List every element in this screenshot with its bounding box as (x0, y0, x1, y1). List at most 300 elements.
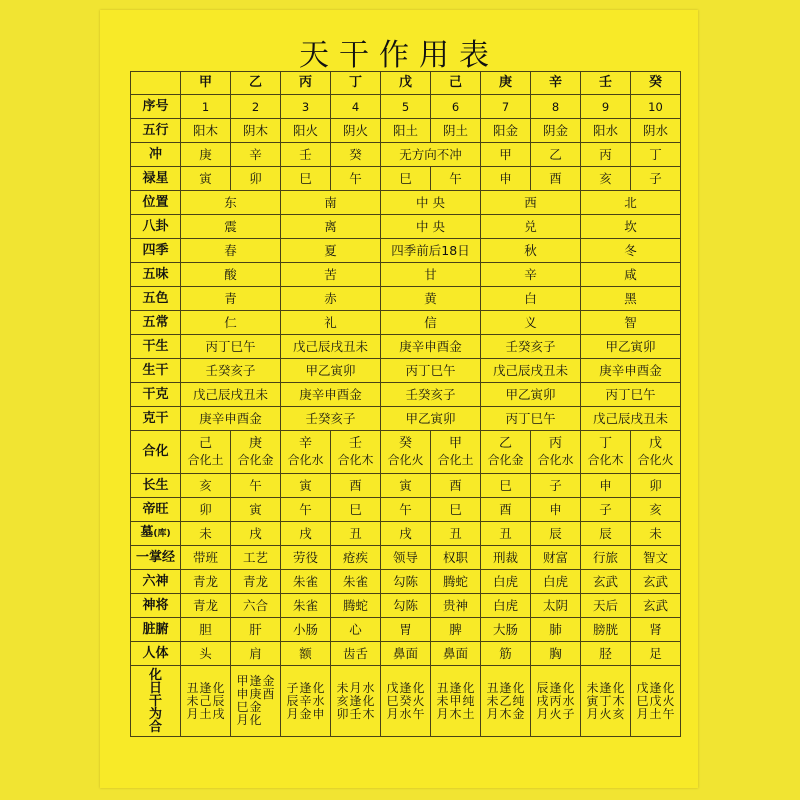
hehua-result: 合化土 (437, 453, 474, 467)
table-cell: 青龙 (231, 570, 281, 594)
table-cell: 南 (281, 191, 381, 215)
hehua-result: 合化土 (187, 453, 224, 467)
table-row (131, 119, 681, 143)
hehua-cell (581, 431, 631, 474)
table-cell: 午 (331, 167, 381, 191)
row-label-suffix: (库) (153, 529, 171, 539)
row-label: 干生 (131, 335, 181, 359)
table-cell: 庚辛申酉金 (381, 335, 481, 359)
table-cell: 6 (431, 95, 481, 119)
hehua-cell (331, 431, 381, 474)
table-cell: 酉 (331, 474, 381, 498)
huari-cell (631, 666, 681, 737)
table-cell: 震 (181, 215, 281, 239)
hehua-stem: 辛 (298, 436, 312, 451)
huari-cell (331, 666, 381, 737)
table-cell: 赤 (281, 287, 381, 311)
table-cell: 礼 (281, 311, 381, 335)
table-cell: 未 (181, 522, 231, 546)
table-cell: 信 (381, 311, 481, 335)
huari-text-column: 戊巳月 (636, 680, 649, 721)
table-row (131, 570, 681, 594)
table-cell: 巳 (481, 474, 531, 498)
huari-text-column: 逢戊土 (649, 680, 662, 721)
table-cell: 胫 (581, 642, 631, 666)
huari-text-column: 化纯金 (512, 680, 525, 721)
table-row (131, 335, 681, 359)
huari-text-column: 逢丁火 (599, 680, 612, 721)
header-cell: 甲 (181, 72, 231, 95)
table-cell: 膀胱 (581, 618, 631, 642)
table-cell: 小肠 (281, 618, 331, 642)
table-cell: 疮疾 (331, 546, 381, 570)
table-cell: 阴水 (631, 119, 681, 143)
table-cell: 未 (631, 522, 681, 546)
hehua-stem: 壬 (348, 436, 362, 451)
table-cell: 戊己辰戌丑未 (481, 359, 581, 383)
table-row (131, 383, 681, 407)
table-cell: 朱雀 (281, 594, 331, 618)
table-cell: 酉 (431, 474, 481, 498)
table-cell: 10 (631, 95, 681, 119)
table-cell: 戌 (381, 522, 431, 546)
hehua-cell (631, 431, 681, 474)
table-cell: 甲乙寅卯 (581, 335, 681, 359)
huari-cell (281, 666, 331, 737)
table-cell: 鼻面 (431, 642, 481, 666)
table-cell: 午 (281, 498, 331, 522)
table-cell: 胸 (531, 642, 581, 666)
table-cell: 午 (231, 474, 281, 498)
huari-text-column: 逢庚金化 (249, 674, 262, 727)
table-cell: 脾 (431, 618, 481, 642)
table-cell: 3 (281, 95, 331, 119)
row-label: 八卦 (131, 215, 181, 239)
table-cell: 勾陈 (381, 594, 431, 618)
table-cell: 坎 (581, 215, 681, 239)
table-cell: 丙丁巳午 (581, 383, 681, 407)
table-cell: 亥 (581, 167, 631, 191)
table-cell: 5 (381, 95, 431, 119)
header-cell: 壬 (581, 72, 631, 95)
huari-cell (581, 666, 631, 737)
row-label: 墓(库) (131, 522, 181, 546)
table-cell: 戌 (281, 522, 331, 546)
hehua-row (131, 431, 681, 474)
huari-text-column: 逢己土 (199, 680, 212, 721)
table-cell: 1 (181, 95, 231, 119)
table-cell: 申 (481, 167, 531, 191)
row-label: 四季 (131, 239, 181, 263)
table-cell: 丑 (331, 522, 381, 546)
header-cell: 庚 (481, 72, 531, 95)
table-row (131, 618, 681, 642)
table-cell: 秋 (481, 239, 581, 263)
huari-text-column: 化火午 (412, 680, 425, 721)
hehua-result: 合化金 (487, 453, 524, 467)
huari-text-column: 化纯土 (462, 680, 475, 721)
table-cell: 齿舌 (331, 642, 381, 666)
huari-cell (431, 666, 481, 737)
hehua-stem: 己 (198, 436, 212, 451)
table-cell: 足 (631, 642, 681, 666)
table-cell: 天后 (581, 594, 631, 618)
table-cell: 心 (331, 618, 381, 642)
huari-cell (381, 666, 431, 737)
hehua-stem: 戊 (648, 436, 662, 451)
table-row (131, 239, 681, 263)
table-cell: 白虎 (481, 570, 531, 594)
header-cell: 辛 (531, 72, 581, 95)
hehua-result: 合化水 (537, 453, 574, 467)
row-label: 生干 (131, 359, 181, 383)
table-cell: 头 (181, 642, 231, 666)
hehua-result: 合化木 (587, 453, 624, 467)
table-cell: 阳木 (181, 119, 231, 143)
table-cell: 壬癸亥子 (181, 359, 281, 383)
huari-text-column: 未亥卯 (336, 680, 349, 721)
table-cell: 卯 (181, 498, 231, 522)
table-cell: 大肠 (481, 618, 531, 642)
table-cell: 申 (531, 498, 581, 522)
table-cell: 寅 (231, 498, 281, 522)
table-cell: 子 (531, 474, 581, 498)
table-cell: 申 (581, 474, 631, 498)
huari-text-column: 化水申 (312, 680, 325, 721)
huari-row (131, 666, 681, 737)
table-cell: 甲乙寅卯 (481, 383, 581, 407)
table-cell: 权职 (431, 546, 481, 570)
huari-text-column: 化木亥 (612, 680, 625, 721)
header-cell: 乙 (231, 72, 281, 95)
table-cell: 巳 (331, 498, 381, 522)
table-cell: 丙 (581, 143, 631, 167)
table-cell: 夏 (281, 239, 381, 263)
table-cell: 贵神 (431, 594, 481, 618)
table-row (131, 642, 681, 666)
table-row (131, 263, 681, 287)
table-cell: 戊己辰戌丑未 (181, 383, 281, 407)
table-cell: 阴土 (431, 119, 481, 143)
table-cell: 义 (481, 311, 581, 335)
table-cell: 辛 (481, 263, 581, 287)
table-cell: 肝 (231, 618, 281, 642)
table-cell: 腾蛇 (431, 570, 481, 594)
row-label: 序号 (131, 95, 181, 119)
table-cell: 行旅 (581, 546, 631, 570)
table-cell: 卯 (631, 474, 681, 498)
table-cell: 财富 (531, 546, 581, 570)
table-cell: 咸 (581, 263, 681, 287)
huari-text-column: 金酉 (262, 674, 275, 701)
table-cell: 仁 (181, 311, 281, 335)
row-label: 五常 (131, 311, 181, 335)
table-row (131, 522, 681, 546)
table-cell: 东 (181, 191, 281, 215)
table-cell: 甘 (381, 263, 481, 287)
table-cell: 丑 (431, 522, 481, 546)
hehua-result: 合化金 (237, 453, 274, 467)
table-cell: 阳水 (581, 119, 631, 143)
table-cell: 胃 (381, 618, 431, 642)
huari-cell (231, 666, 281, 737)
hehua-result: 合化木 (337, 453, 374, 467)
table-row (131, 359, 681, 383)
table-cell: 中 央 (381, 191, 481, 215)
table-cell: 领导 (381, 546, 431, 570)
huari-text-column: 子辰月 (286, 680, 299, 721)
table-cell: 酉 (481, 498, 531, 522)
table-cell: 午 (431, 167, 481, 191)
table-cell: 丙丁巳午 (481, 407, 581, 431)
table-cell: 壬癸亥子 (381, 383, 481, 407)
huari-text-column: 辰戌月 (536, 680, 549, 721)
table-cell: 寅 (181, 167, 231, 191)
table-cell: 阳火 (281, 119, 331, 143)
row-label: 六神 (131, 570, 181, 594)
header-cell: 己 (431, 72, 481, 95)
huari-text-column: 水化木 (362, 680, 375, 721)
table-cell: 鼻面 (381, 642, 431, 666)
table-cell: 午 (381, 498, 431, 522)
table-row (131, 498, 681, 522)
table-cell: 春 (181, 239, 281, 263)
header-cell: 戊 (381, 72, 431, 95)
row-label: 脏腑 (131, 618, 181, 642)
huari-text-column: 未寅月 (586, 680, 599, 721)
table-cell: 玄武 (581, 570, 631, 594)
table-cell: 阴木 (231, 119, 281, 143)
huari-text-column: 逢辛金 (299, 680, 312, 721)
huari-text-column: 戊巳月 (386, 680, 399, 721)
table-cell: 西 (481, 191, 581, 215)
table-cell: 阴火 (331, 119, 381, 143)
hehua-cell (181, 431, 231, 474)
table-row (131, 143, 681, 167)
table-cell: 白 (481, 287, 581, 311)
huari-cell (181, 666, 231, 737)
table-cell: 朱雀 (331, 570, 381, 594)
row-label: 克干 (131, 407, 181, 431)
table-cell: 朱雀 (281, 570, 331, 594)
table-cell: 玄武 (631, 594, 681, 618)
hehua-cell (431, 431, 481, 474)
hehua-stem: 丙 (548, 436, 562, 451)
row-label: 五色 (131, 287, 181, 311)
table-cell: 丙丁巳午 (381, 359, 481, 383)
table-cell: 工艺 (231, 546, 281, 570)
row-label: 干克 (131, 383, 181, 407)
table-row (131, 311, 681, 335)
table-cell: 四季前后18日 (381, 239, 481, 263)
tiangan-table (130, 71, 681, 737)
table-row (131, 95, 681, 119)
table-cell: 戊己辰戌丑未 (281, 335, 381, 359)
hehua-cell (281, 431, 331, 474)
table-cell: 子 (581, 498, 631, 522)
hehua-result: 合化水 (287, 453, 324, 467)
huari-text-column: 逢丙火 (549, 680, 562, 721)
table-cell: 丙丁巳午 (181, 335, 281, 359)
table-cell: 亥 (181, 474, 231, 498)
table-cell: 壬癸亥子 (481, 335, 581, 359)
table-cell: 壬癸亥子 (281, 407, 381, 431)
table-cell: 巳 (381, 167, 431, 191)
header-cell: 丙 (281, 72, 331, 95)
table-cell: 筋 (481, 642, 531, 666)
table-cell: 离 (281, 215, 381, 239)
table-cell: 白虎 (531, 570, 581, 594)
row-label: 禄星 (131, 167, 181, 191)
hehua-cell (531, 431, 581, 474)
table-cell: 中 央 (381, 215, 481, 239)
table-cell: 青 (181, 287, 281, 311)
table-cell: 巳 (281, 167, 331, 191)
table-cell: 甲乙寅卯 (281, 359, 381, 383)
table-row (131, 546, 681, 570)
huari-text-column: 甲申巳月 (236, 674, 249, 727)
table-cell: 肺 (531, 618, 581, 642)
table-cell: 肩 (231, 642, 281, 666)
huari-text-column: 丑未月 (486, 680, 499, 721)
hehua-stem: 甲 (448, 436, 462, 451)
table-header-row (131, 72, 681, 95)
row-label: 位置 (131, 191, 181, 215)
row-label: 人体 (131, 642, 181, 666)
row-label: 合化 (131, 431, 181, 474)
table-cell: 9 (581, 95, 631, 119)
table-cell: 寅 (281, 474, 331, 498)
hehua-stem: 癸 (398, 436, 412, 451)
huari-cell (481, 666, 531, 737)
hehua-cell (381, 431, 431, 474)
table-cell: 冬 (581, 239, 681, 263)
row-label: 长生 (131, 474, 181, 498)
table-cell: 辛 (231, 143, 281, 167)
hehua-stem: 庚 (248, 436, 262, 451)
huari-text-column: 化火午 (662, 680, 675, 721)
table-cell: 勾陈 (381, 570, 431, 594)
table-cell: 劳役 (281, 546, 331, 570)
table-cell: 辰 (581, 522, 631, 546)
table-cell: 黑 (581, 287, 681, 311)
table-row (131, 594, 681, 618)
table-cell: 额 (281, 642, 331, 666)
table-cell: 白虎 (481, 594, 531, 618)
huari-text-column: 逢乙木 (499, 680, 512, 721)
page-title: 天干作用表 (299, 38, 499, 73)
table-cell: 北 (581, 191, 681, 215)
header-cell: 丁 (331, 72, 381, 95)
hehua-result: 合化火 (637, 453, 674, 467)
table-cell: 带班 (181, 546, 231, 570)
row-label: 五味 (131, 263, 181, 287)
table-cell: 癸 (331, 143, 381, 167)
table-cell: 辰 (531, 522, 581, 546)
table-cell: 子 (631, 167, 681, 191)
table-cell: 7 (481, 95, 531, 119)
header-cell: 癸 (631, 72, 681, 95)
table-row (131, 407, 681, 431)
table-cell: 酉 (531, 167, 581, 191)
hehua-result: 合化火 (387, 453, 424, 467)
huari-text-column: 丑未月 (186, 680, 199, 721)
table-cell: 戊己辰戌丑未 (581, 407, 681, 431)
table-cell: 庚辛申酉金 (581, 359, 681, 383)
table-cell: 寅 (381, 474, 431, 498)
table-cell: 六合 (231, 594, 281, 618)
table-row (131, 474, 681, 498)
row-label: 一掌经 (131, 546, 181, 570)
huari-cell (531, 666, 581, 737)
chart-paper (100, 10, 698, 788)
row-label-text: 化日干为合 (148, 667, 162, 735)
huari-text-column: 化水子 (562, 680, 575, 721)
hehua-stem: 丁 (598, 436, 612, 451)
table-row (131, 191, 681, 215)
table-cell: 卯 (231, 167, 281, 191)
table-cell: 4 (331, 95, 381, 119)
table-cell: 亥 (631, 498, 681, 522)
table-cell: 腾蛇 (331, 594, 381, 618)
row-label: 神将 (131, 594, 181, 618)
row-label (131, 666, 181, 737)
corner-cell (131, 72, 181, 95)
huari-text-column: 化辰戌 (212, 680, 225, 721)
row-label: 五行 (131, 119, 181, 143)
table-cell: 阳金 (481, 119, 531, 143)
table-cell: 酸 (181, 263, 281, 287)
table-cell: 无方向不冲 (381, 143, 481, 167)
table-cell: 甲 (481, 143, 531, 167)
huari-text-column: 月逢壬 (349, 680, 362, 721)
table-cell: 青龙 (181, 594, 231, 618)
table-cell: 巳 (431, 498, 481, 522)
table-cell: 丑 (481, 522, 531, 546)
table-cell: 太阴 (531, 594, 581, 618)
huari-text-column: 丑未月 (436, 680, 449, 721)
table-cell: 甲乙寅卯 (381, 407, 481, 431)
table-cell: 肾 (631, 618, 681, 642)
table-cell: 庚辛申酉金 (181, 407, 281, 431)
table-cell: 刑裁 (481, 546, 531, 570)
table-cell: 阴金 (531, 119, 581, 143)
row-label: 帝旺 (131, 498, 181, 522)
table-cell: 庚辛申酉金 (281, 383, 381, 407)
table-cell: 胆 (181, 618, 231, 642)
table-cell: 2 (231, 95, 281, 119)
table-cell: 丁 (631, 143, 681, 167)
table-row (131, 287, 681, 311)
table-cell: 黄 (381, 287, 481, 311)
table-cell: 8 (531, 95, 581, 119)
hehua-cell (231, 431, 281, 474)
huari-text-column: 逢癸水 (399, 680, 412, 721)
row-label: 冲 (131, 143, 181, 167)
table-cell: 阳土 (381, 119, 431, 143)
table-cell: 苦 (281, 263, 381, 287)
table-cell: 庚 (181, 143, 231, 167)
table-cell: 智文 (631, 546, 681, 570)
table-cell: 玄武 (631, 570, 681, 594)
table-cell: 壬 (281, 143, 331, 167)
table-cell: 兑 (481, 215, 581, 239)
huari-text-column: 逢甲木 (449, 680, 462, 721)
table-cell: 戌 (231, 522, 281, 546)
table-row (131, 167, 681, 191)
table-cell: 乙 (531, 143, 581, 167)
hehua-stem: 乙 (498, 436, 512, 451)
